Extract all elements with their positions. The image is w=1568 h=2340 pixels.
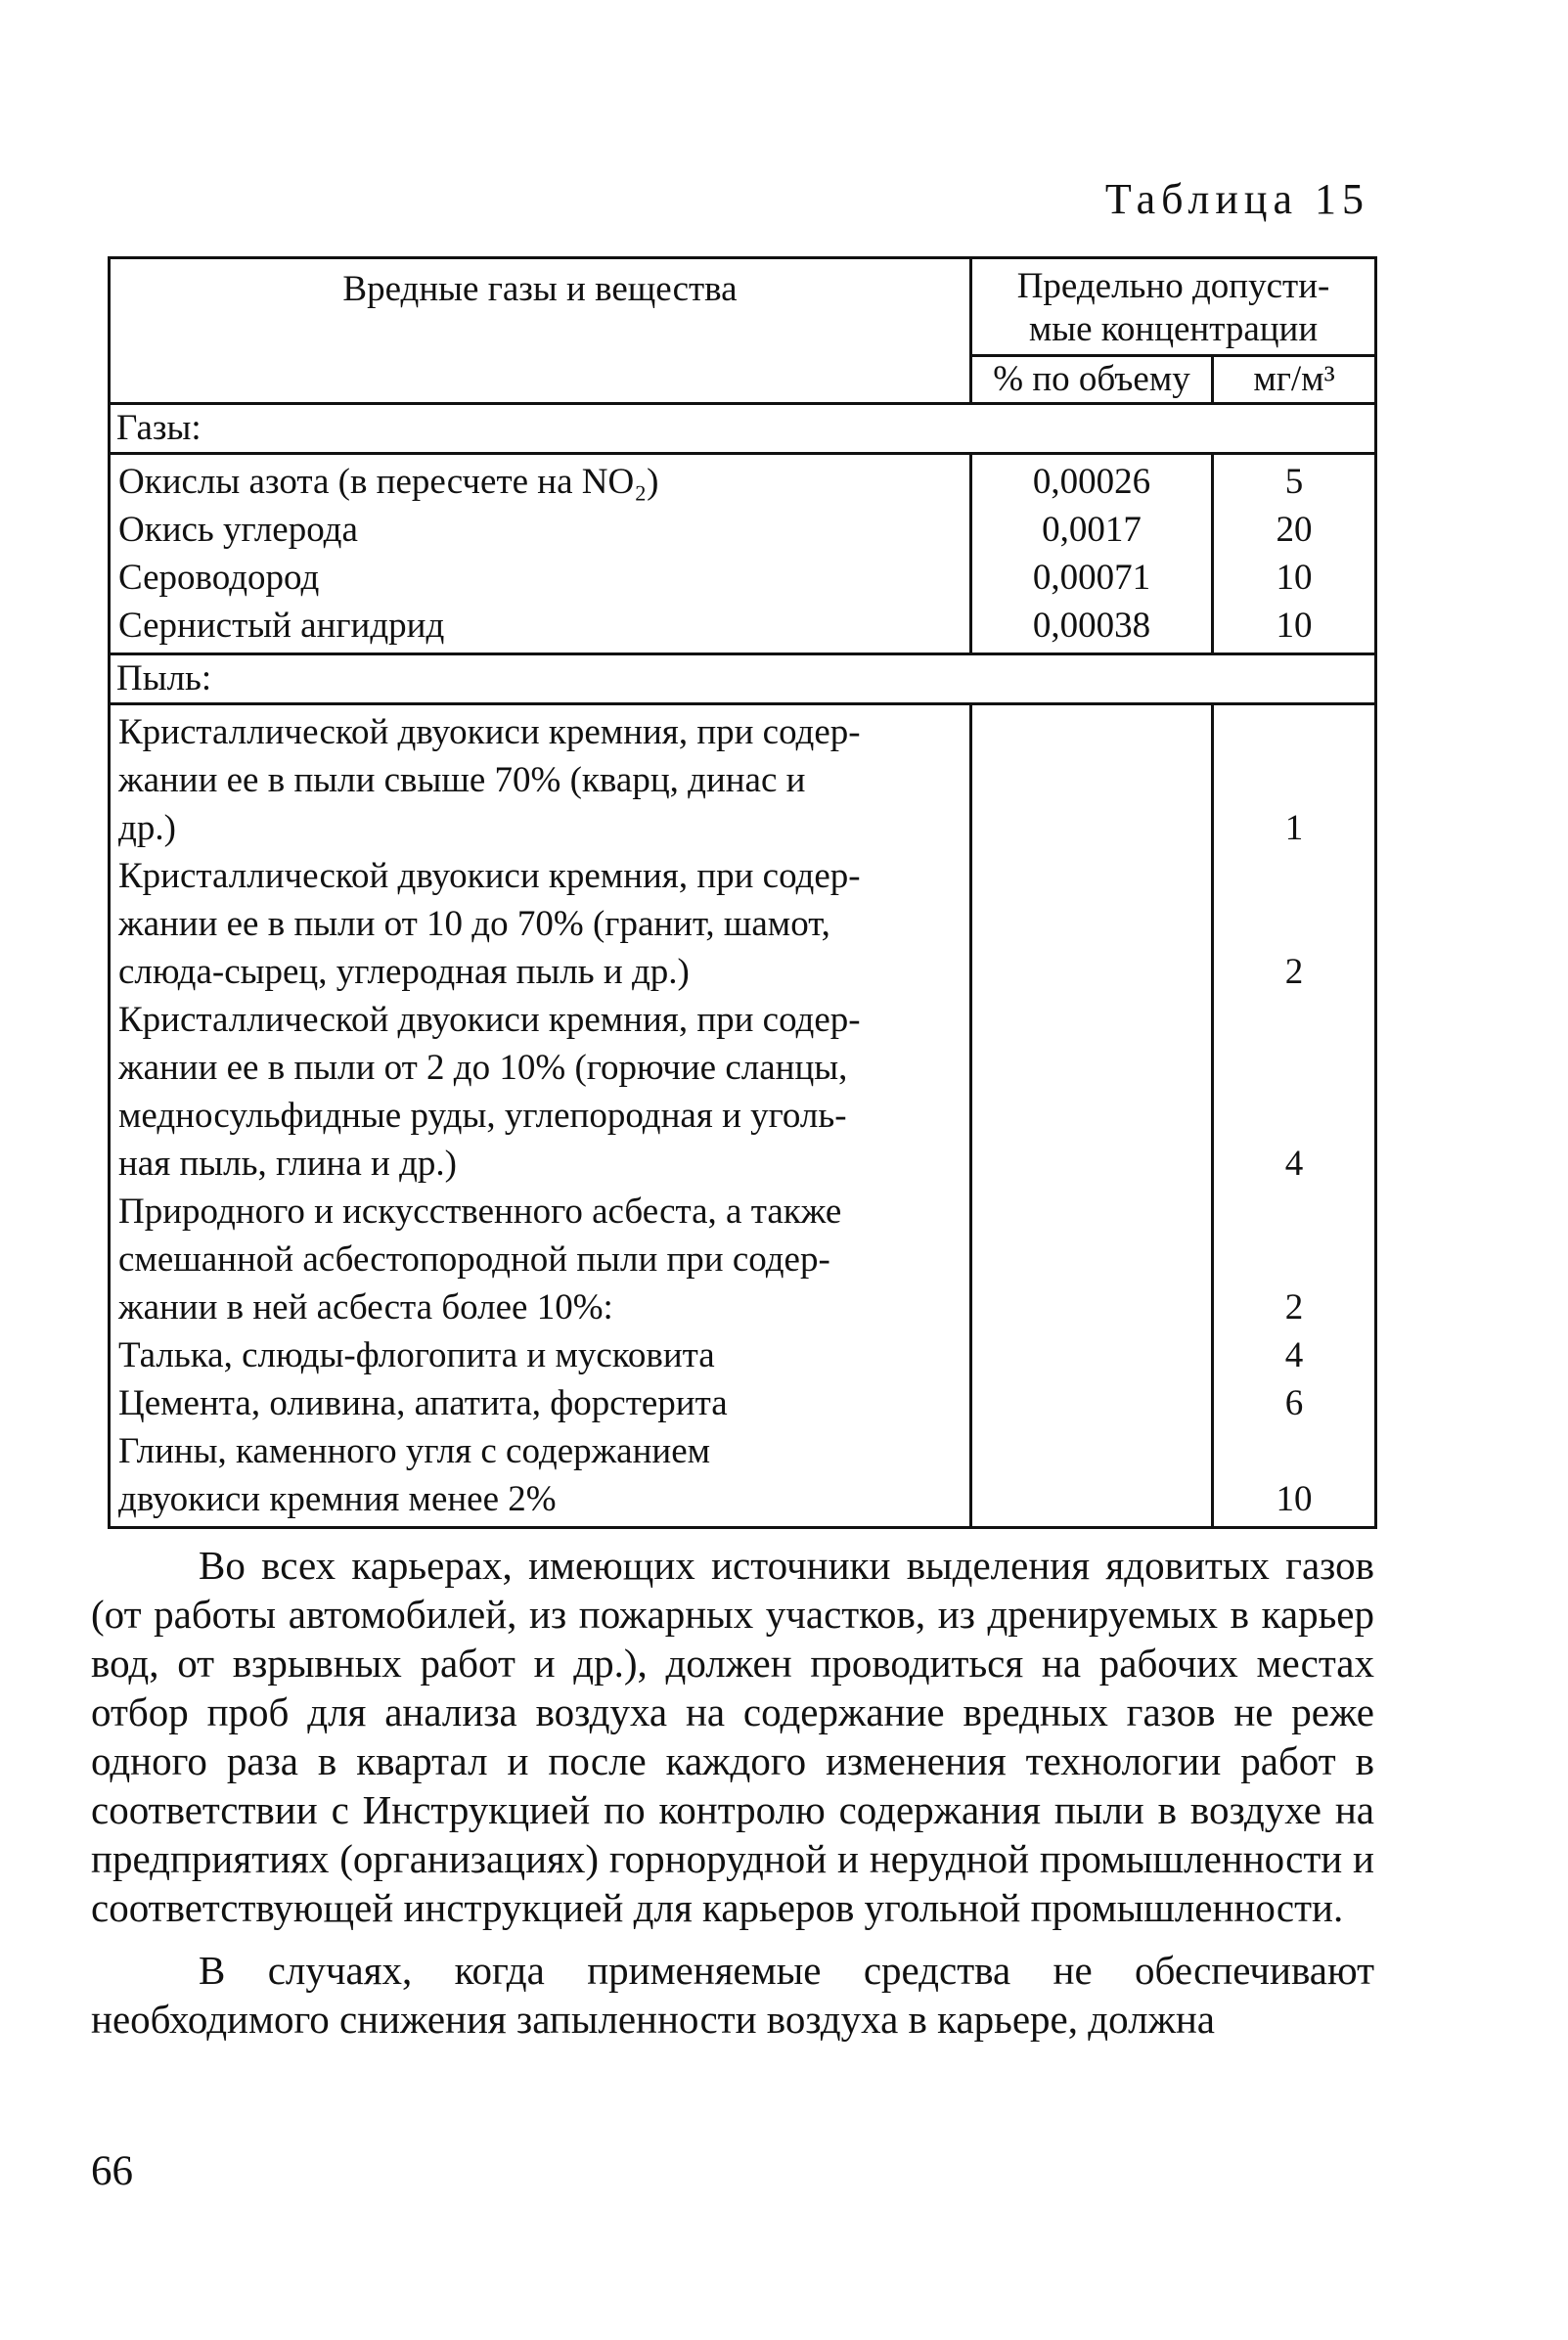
dust-mg-spacer [1220,1092,1368,1140]
dust-volume [978,804,1205,852]
table-header-row [110,258,1376,356]
dust-mg-cell [1213,704,1376,1528]
dust-mg-spacer [1220,1188,1368,1236]
dust-name-line: жании ее в пыли от 10 до 70% (гранит, шамот, [118,904,830,944]
dust-volume [978,1379,1205,1427]
dust-mg-spacer [1220,1044,1368,1092]
dust-mg-spacer [1220,900,1368,948]
dust-volume-spacer [978,996,1205,1044]
table-container [108,256,1374,1529]
gas-name: Окись углерода [118,510,358,550]
header-volume: % по объему [971,356,1213,404]
dust-name-line: жании ее в пыли свыше 70% (кварц, динас и [118,760,806,800]
header-concentration-line: Предельно допусти- [1016,266,1330,306]
dust-volume-spacer [978,1188,1205,1236]
gas-volume-cell [971,454,1213,654]
gas-mg: 10 [1276,558,1313,598]
dust-name-line: слюда-сырец, углеродная пыль и др.) [118,952,690,992]
gas-volume: 0,00026 [1032,462,1151,502]
section-label-dust: Пыль: [110,654,1376,704]
dust-name-line: Природного и искусственного асбеста, а также [118,1192,842,1232]
dust-mg-spacer [1220,996,1368,1044]
dust-mg-spacer [1220,756,1368,804]
dust-volume-spacer [978,900,1205,948]
header-concentration-group [971,258,1376,356]
header-mg: мг/м³ [1213,356,1376,404]
gas-name: Сернистый ангидрид [118,606,445,646]
gas-name: Сероводород [118,558,320,598]
table-caption: Таблица 15 [1104,175,1369,223]
dust-mg: 4 [1284,1144,1304,1184]
dust-name-line: смешанной асбестопородной пыли при содер- [118,1239,830,1280]
dust-volume-spacer [978,756,1205,804]
gas-mg: 5 [1284,462,1304,502]
dust-volume-spacer [978,1427,1205,1475]
section-label-gases: Газы: [110,404,1376,454]
dust-volume [978,1331,1205,1379]
dust-name-line: жании ее в пыли от 2 до 10% (горючие сланцы, [118,1048,848,1088]
paragraph: Во всех карьерах, имеющих источники выделения ядовитых газов (от работы автомобилей, из пожарных участков, из дренируемых в карьер вод, от взрывных работ и др.), должен проводиться на рабочих местах отбор проб для анализа воздуха на содержание вредных газов не реже одного раза в квартал и после каждого изменения технологии работ в соответствии с Инструкцией по контролю содержания пыли в воздухе на предприятиях (организациях) горнорудной и нерудной промышленности и соответствующей инструкцией для карьеров угольной промышленности. [91,1543,1374,1930]
dust-mg-spacer [1220,708,1368,756]
dust-volume-spacer [978,1236,1205,1283]
dust-name-line: двуокиси кремния менее 2% [118,1479,557,1519]
dust-name-line: Кристаллической двуокиси кремния, при содер- [118,856,861,896]
dust-volume-spacer [978,1092,1205,1140]
dust-mg: 2 [1284,952,1304,992]
dust-name-line: Глины, каменного угля с содержанием [118,1431,711,1471]
dust-mg: 2 [1284,1287,1304,1328]
gas-names-cell [110,454,971,654]
dust-group [110,704,1376,1528]
gas-mg: 20 [1276,510,1313,550]
page-number: 66 [91,2148,133,2194]
dust-volume-cell [971,704,1213,1528]
dust-mg: 6 [1284,1383,1304,1423]
gases-row [110,454,1376,654]
paragraph: В случаях, когда применяемые средства не обеспечивают необходимого снижения запыленности воздуха в карьере, должна [91,1948,1374,2042]
dust-name-line: др.) [118,808,176,848]
dust-mg: 4 [1284,1335,1304,1375]
section-row-dust [110,654,1376,704]
dust-volume [978,948,1205,996]
gas-volume: 0,00038 [1032,606,1151,646]
dust-volume [978,1283,1205,1331]
dust-mg-spacer [1220,1427,1368,1475]
concentration-table [108,256,1377,1529]
dust-mg-spacer [1220,1236,1368,1283]
dust-name-line: Кристаллической двуокиси кремния, при содер- [118,712,861,752]
dust-name-line: Цемента, оливина, апатита, форстерита [118,1383,728,1423]
gas-mg-cell [1213,454,1376,654]
gases-group [110,454,1376,654]
dust-mg-spacer [1220,852,1368,900]
dust-volume-spacer [978,1044,1205,1092]
body-text [91,1541,1374,2057]
section-row-gases [110,404,1376,454]
dust-name-line: медносульфидные руды, углепородная и уголь- [118,1096,847,1136]
dust-volume [978,1475,1205,1523]
gas-name: Окислы азота (в пересчете на NO₂) [118,462,659,502]
dust-name-line: Кристаллической двуокиси кремния, при содер- [118,1000,861,1040]
header-substance: Вредные газы и вещества [110,258,971,404]
header-concentration-line: мые концентрации [1028,309,1319,349]
dust-row [110,704,1376,1528]
dust-mg: 1 [1284,808,1304,848]
dust-volume-spacer [978,708,1205,756]
dust-name-line: Талька, слюды-флогопита и мусковита [118,1335,715,1375]
gas-mg: 10 [1276,606,1313,646]
dust-name-line: жании в ней асбеста более 10%: [118,1287,613,1328]
gas-volume: 0,00071 [1032,558,1151,598]
dust-names-cell [110,704,971,1528]
dust-name-line: ная пыль, глина и др.) [118,1144,457,1184]
gas-volume: 0,0017 [1042,510,1142,550]
dust-volume [978,1140,1205,1188]
dust-volume-spacer [978,852,1205,900]
dust-mg: 10 [1276,1479,1313,1519]
